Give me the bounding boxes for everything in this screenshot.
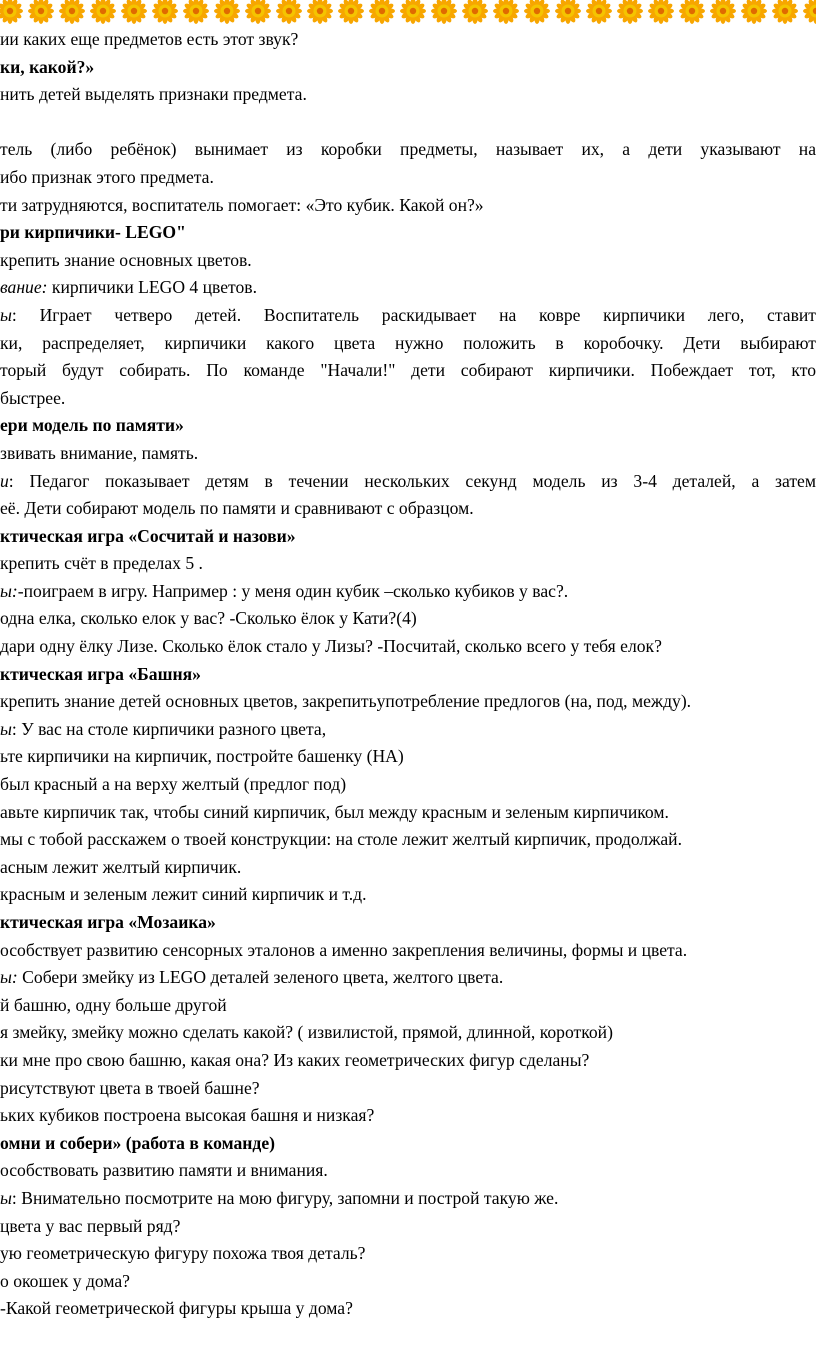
sunflower-icon <box>307 0 333 24</box>
text-line <box>0 302 816 330</box>
text-line <box>0 1047 816 1075</box>
text-line <box>0 412 816 440</box>
text-line <box>0 440 816 468</box>
text-segment: нить детей выделять признаки предмета. <box>0 84 307 105</box>
sunflower-icon <box>152 0 178 24</box>
text-segment: авьте кирпичик так, чтобы синий кирпичик, был между красным и зеленым кирпичиком. <box>0 801 669 822</box>
text-line <box>0 937 816 965</box>
text-segment: -поиграем в игру. Например : у меня один кубик –сколько кубиков у вас?. <box>17 580 569 601</box>
text-line <box>0 1240 816 1268</box>
text-segment: я змейку, змейку можно сделать какой? ( извилистой, прямой, длинной, короткой) <box>0 1022 613 1043</box>
text-line <box>0 716 816 744</box>
sunflower-icon <box>710 0 736 24</box>
sunflower-icon <box>431 0 457 24</box>
text-segment: крепить знание детей основных цветов, закрепитьупотребление предлогов (на, под, между). <box>0 691 692 712</box>
text-segment: особствует развитию сенсорных эталонов а именно закрепления величины, формы и цвета. <box>0 939 688 960</box>
sunflower-icon <box>183 0 209 24</box>
text-segment: ктическая игра «Мозаика» <box>0 912 216 932</box>
text-segment: : У вас на столе кирпичики разного цвета, <box>11 718 327 739</box>
text-line <box>0 164 816 192</box>
text-segment: й башню, одну больше другой <box>0 994 227 1015</box>
text-segment: ти затрудняются, воспитатель помогает: «Это кубик. Какой он?» <box>0 194 484 215</box>
text-line <box>0 605 816 633</box>
text-line <box>0 771 816 799</box>
sunflower-icon <box>555 0 581 24</box>
sunflower-icon <box>493 0 519 24</box>
text-line <box>0 992 816 1020</box>
text-line <box>0 688 816 716</box>
text-segment: ктическая игра «Сосчитай и назови» <box>0 525 296 546</box>
text-segment: -Какой геометрической фигуры крыша у дома? <box>0 1298 353 1319</box>
text-segment: ы <box>0 1187 12 1208</box>
text-line <box>0 1213 816 1241</box>
text-segment: рисутствуют цвета в твоей башне? <box>0 1077 260 1098</box>
text-segment: торый будут собирать. По команде "Начали!" дети собирают кирпичики. Побеждает тот, кто <box>0 360 816 381</box>
text-line <box>0 1075 816 1103</box>
text-line <box>0 219 816 247</box>
text-line <box>0 1019 816 1047</box>
sunflower-icon <box>0 0 23 24</box>
text-segment: крепить счёт в пределах 5 . <box>0 553 203 574</box>
text-line <box>0 136 816 164</box>
text-segment: Собери змейку из LEGO деталей зеленого цвета, желтого цвета. <box>17 967 504 988</box>
text-line <box>0 330 816 358</box>
sunflower-border <box>0 0 816 26</box>
text-segment: о окошек у дома? <box>0 1270 130 1291</box>
text-segment: : Играет четверо детей. Воспитатель раскидывает на ковре кирпичики лего, ставит <box>11 304 816 325</box>
text-segment: и <box>0 470 9 491</box>
text-segment: ы <box>0 718 12 739</box>
text-line <box>0 633 816 661</box>
text-segment: ы: <box>0 580 18 601</box>
text-segment: ери модель по памяти» <box>0 415 184 436</box>
text-line <box>0 578 816 606</box>
text-line <box>0 1268 816 1296</box>
sunflower-icon <box>90 0 116 24</box>
text-segment: был красный а на верху желтый (предлог под) <box>0 774 347 795</box>
text-segment: дари одну ёлку Лизе. Сколько ёлок стало у Лизы? -Посчитай, сколько всего у тебя елок? <box>0 636 662 657</box>
text-line <box>0 385 816 413</box>
text-segment: ы: <box>0 967 18 988</box>
text-segment: ри кирпичики- LEGO" <box>0 222 186 243</box>
text-segment: особствовать развитию памяти и внимания. <box>0 1160 328 1181</box>
text-line <box>0 1185 816 1213</box>
text-line <box>0 1157 816 1185</box>
sunflower-icon <box>679 0 705 24</box>
text-segment: ии каких еще предметов есть этот звук? <box>0 29 299 49</box>
text-line <box>0 1102 816 1130</box>
text-segment: ки, какой?» <box>0 56 95 77</box>
sunflower-icon <box>741 0 767 24</box>
sunflower-border-svg <box>0 0 816 26</box>
text-line <box>0 81 816 109</box>
text-line <box>0 1130 816 1158</box>
text-segment: ьте кирпичики на кирпичик, постройте башенку (НА) <box>0 746 404 767</box>
sunflower-icon <box>524 0 550 24</box>
text-line <box>0 109 816 137</box>
sunflower-icon <box>772 0 798 24</box>
text-segment: ктическая игра «Башня» <box>0 663 201 684</box>
text-segment: её. Дети собирают модель по памяти и сравнивают с образцом. <box>0 498 474 519</box>
text-segment: омни и собери» (работа в команде) <box>0 1132 276 1153</box>
sunflower-icon <box>276 0 302 24</box>
text-segment: быстрее. <box>0 387 66 408</box>
text-line <box>0 964 816 992</box>
sunflower-icon <box>648 0 674 24</box>
sunflower-icon <box>462 0 488 24</box>
text-line <box>0 854 816 882</box>
text-line <box>0 247 816 275</box>
text-line <box>0 468 816 496</box>
text-line <box>0 881 816 909</box>
text-line <box>0 523 816 551</box>
text-segment: ьких кубиков построена высокая башня и низкая? <box>0 1105 375 1126</box>
sunflower-icon <box>400 0 426 24</box>
text-line <box>0 550 816 578</box>
sunflower-icon <box>586 0 612 24</box>
sunflower-icon <box>617 0 643 24</box>
text-segment: мы с тобой расскажем о твоей конструкции: на столе лежит желтый кирпичик, продолжай. <box>0 829 682 850</box>
text-segment: одна елка, сколько елок у вас? -Сколько ёлок у Кати?(4) <box>0 608 417 629</box>
text-segment: : Внимательно посмотрите на мою фигуру, запомни и построй такую же. <box>11 1187 559 1208</box>
sunflower-icon <box>214 0 240 24</box>
text-segment: звивать внимание, память. <box>0 442 199 463</box>
text-segment: вание: <box>0 277 48 298</box>
text-segment: ки, распределяет, кирпичики какого цвета нужно положить в коробочку. Дети выбирают <box>0 332 816 353</box>
sunflower-icon <box>245 0 271 24</box>
text-segment: ую геометрическую фигуру похожа твоя деталь? <box>0 1243 366 1264</box>
text-segment: цвета у вас первый ряд? <box>0 1215 181 1236</box>
sunflower-icon <box>338 0 364 24</box>
sunflower-icon <box>803 0 816 24</box>
text-segment: кирпичики LEGO 4 цветов. <box>47 277 258 298</box>
text-line <box>0 54 816 82</box>
sunflower-icon <box>369 0 395 24</box>
sunflower-icon <box>28 0 54 24</box>
text-line <box>0 799 816 827</box>
text-line <box>0 661 816 689</box>
document-body <box>0 26 816 1323</box>
text-line <box>0 826 816 854</box>
text-line <box>0 274 816 302</box>
text-segment: красным и зеленым лежит синий кирпичик и т.д. <box>0 884 367 905</box>
text-segment: ибо признак этого предмета. <box>0 166 214 187</box>
text-line <box>0 909 816 937</box>
text-segment: крепить знание основных цветов. <box>0 249 252 270</box>
text-line <box>0 1295 816 1323</box>
text-segment: тель (либо ребёнок) вынимает из коробки предметы, называет их, а дети указывают на <box>0 139 816 160</box>
text-line <box>0 26 816 54</box>
sunflower-icon <box>59 0 85 24</box>
text-line <box>0 192 816 220</box>
text-segment: : Педагог показывает детям в течении нескольких секунд модель из 3-4 деталей, а затем <box>8 470 816 491</box>
text-segment: ки мне про свою башню, какая она? Из каких геометрических фигур сделаны? <box>0 1049 590 1070</box>
text-segment: асным лежит желтый кирпичик. <box>0 856 242 877</box>
text-segment: ы <box>0 304 12 325</box>
text-line <box>0 357 816 385</box>
text-line <box>0 495 816 523</box>
text-line <box>0 743 816 771</box>
sunflower-icon <box>121 0 147 24</box>
